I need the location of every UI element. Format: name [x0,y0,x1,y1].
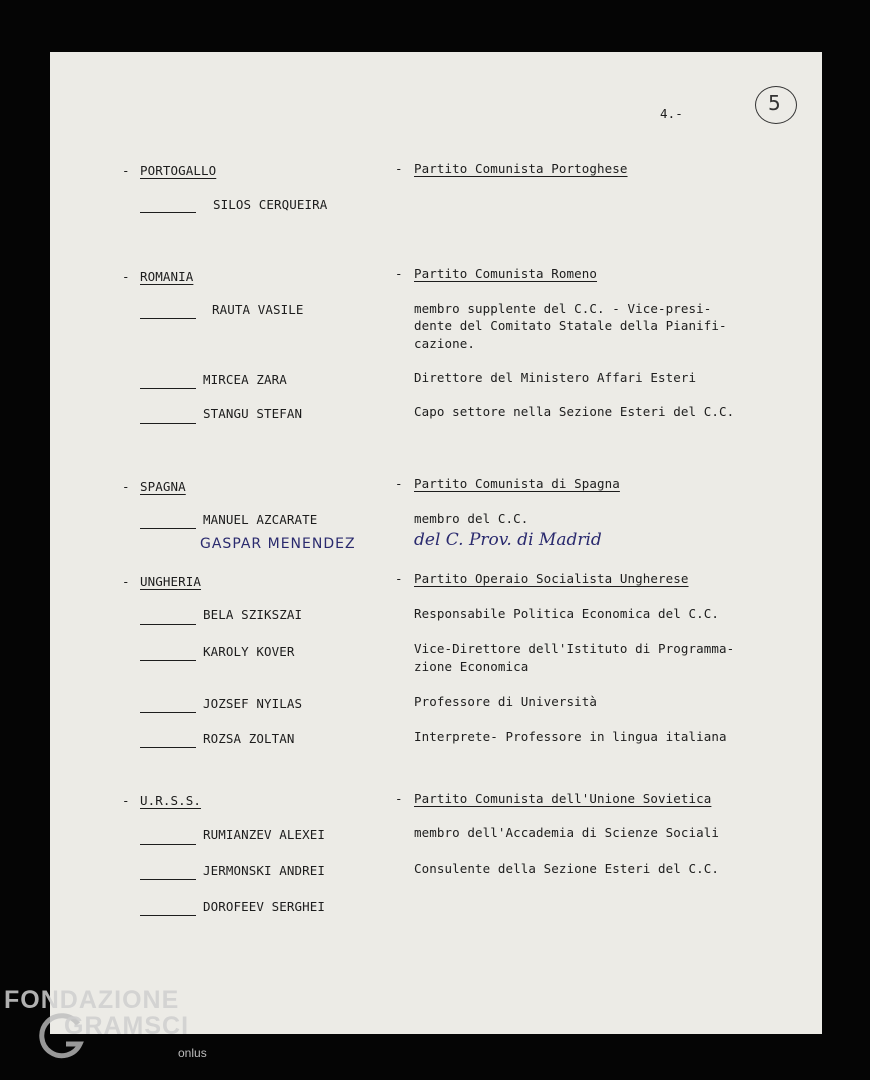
party-heading: Partito Operaio Socialista Ungherese [414,571,689,586]
member-name: JOZSEF NYILAS [203,696,303,711]
name-blank-line [140,747,196,748]
member-name: KAROLY KOVER [203,644,295,659]
party-heading: Partito Comunista dell'Unione Sovietica [414,791,712,806]
name-blank-line [140,423,196,424]
country-heading: SPAGNA [140,479,186,494]
member-role-line: Direttore del Ministero Affari Esteri [414,370,697,385]
party-dash: - [395,571,403,586]
member-role-line: dente del Comitato Statale della Pianifi- [414,318,727,333]
member-role-line: Professore di Università [414,694,598,709]
party-dash: - [395,266,403,281]
member-name: RUMIANZEV ALEXEI [203,827,326,842]
country-dash: - [122,479,130,494]
party-heading: Partito Comunista di Spagna [414,476,620,491]
member-name: ROZSA ZOLTAN [203,731,295,746]
party-dash: - [395,791,403,806]
handwritten-role: del C. Prov. di Madrid [414,530,602,550]
handwritten-name: GASPAR MENENDEZ [200,536,356,552]
member-role-line: Responsabile Politica Economica del C.C. [414,606,720,621]
member-role-line: membro dell'Accademia di Scienze Sociali [414,825,720,840]
party-heading: Partito Comunista Romeno [414,266,598,281]
member-role-line: Capo settore nella Sezione Esteri del C.C. [414,404,735,419]
handwritten-page-number-text: 5 [768,91,781,115]
member-role-line: Consulente della Sezione Esteri del C.C. [414,861,720,876]
country-heading: PORTOGALLO [140,163,217,178]
party-dash: - [395,161,403,176]
member-role-line: cazione. [414,336,476,351]
name-blank-line [140,844,196,845]
country-dash: - [122,793,130,808]
member-name: DOROFEEV SERGHEI [203,899,326,914]
member-role-line: zione Economica [414,659,529,674]
watermark-line1: FONDAZIONE [4,986,180,1014]
member-name: BELA SZIKSZAI [203,607,303,622]
name-blank-line [140,528,196,529]
country-heading: UNGHERIA [140,574,202,589]
name-blank-line [140,388,196,389]
country-heading: U.R.S.S. [140,793,202,808]
country-dash: - [122,163,130,178]
member-name: SILOS CERQUEIRA [213,197,328,212]
party-dash: - [395,476,403,491]
name-blank-line [140,212,196,213]
member-name: RAUTA VASILE [212,302,304,317]
watermark-line2: GRAMSCI [64,1012,190,1040]
member-role-line: membro supplente del C.C. - Vice-presi- [414,301,712,316]
country-dash: - [122,269,130,284]
member-role-line: Interprete- Professore in lingua italiana [414,729,727,744]
party-heading: Partito Comunista Portoghese [414,161,628,176]
name-blank-line [140,712,196,713]
member-name: STANGU STEFAN [203,406,303,421]
member-role-line: membro del C.C. [414,511,529,526]
handwritten-page-number [755,86,797,124]
member-name: MANUEL AZCARATE [203,512,318,527]
watermark-line3: onlus [178,1046,207,1060]
document-page [50,52,822,1034]
member-name: MIRCEA ZARA [203,372,287,387]
country-dash: - [122,574,130,589]
name-blank-line [140,318,196,319]
member-role-line: Vice-Direttore dell'Istituto di Programma- [414,641,735,656]
member-name: JERMONSKI ANDREI [203,863,326,878]
page-number: 4.- [660,106,683,121]
name-blank-line [140,624,196,625]
name-blank-line [140,660,196,661]
country-heading: ROMANIA [140,269,194,284]
name-blank-line [140,915,196,916]
name-blank-line [140,879,196,880]
